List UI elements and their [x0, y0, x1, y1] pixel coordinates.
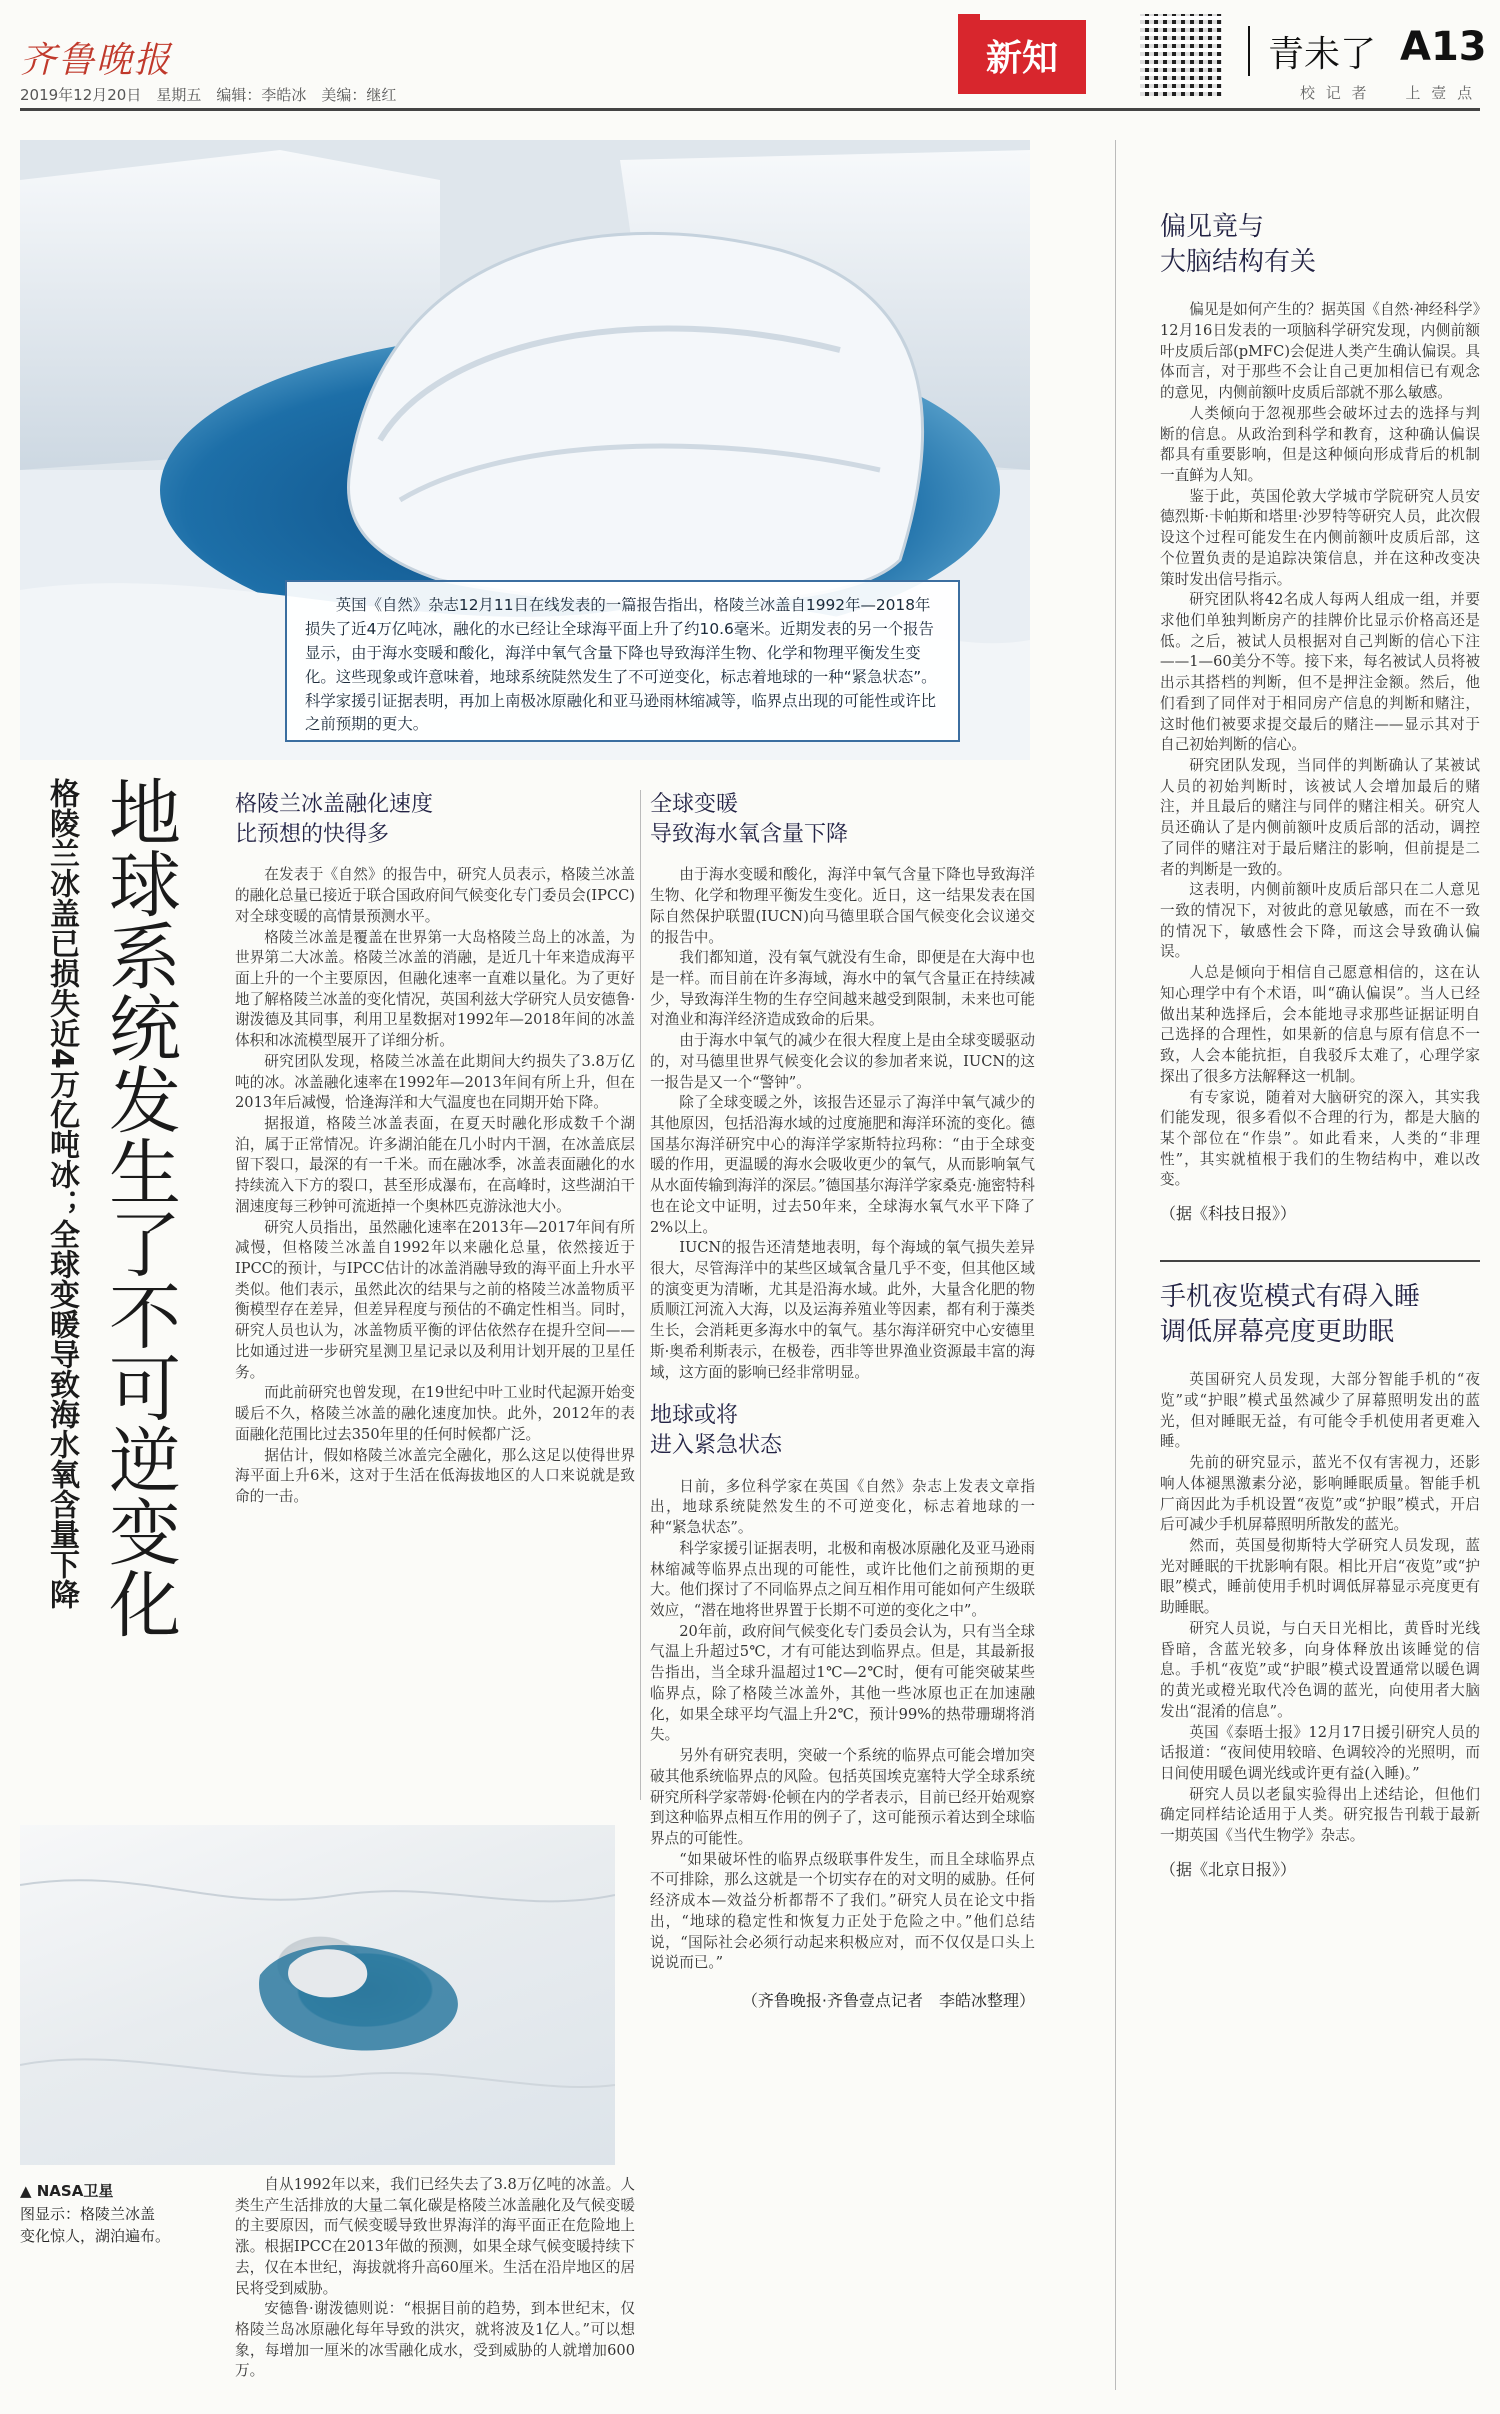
paragraph: 由于海水中氧气的减少在很大程度上是由全球变暖驱动的，对马德里世界气候变化会议的参加者来说，IUCN的这一报告是又一个“警钟”。 — [650, 1032, 1035, 1091]
newspaper-logo: 齐鲁晚报 — [20, 40, 173, 81]
paragraph: 人类倾向于忽视那些会破坏过去的选择与判断的信息。从政治到科学和教育，这种确认偏误都具有重要影响，但是这种倾向形成背后的机制一直鲜为人知。 — [1160, 404, 1480, 484]
qr-code-icon — [1140, 14, 1222, 96]
paragraph: 研究人员以老鼠实验得出上述结论，但他们确定同样结论适用于人类。研究报告刊载于最新一期英国《当代生物学》杂志。 — [1160, 1785, 1480, 1845]
paragraph: 而此前研究也曾发现，在19世纪中叶工业时代起源开始变暖后不久，格陵兰冰盖的融化速度加快。此外，2012年的表面融化范围比过去350年里的任何时候都广泛。 — [235, 1384, 635, 1443]
article-separator — [1160, 1260, 1480, 1262]
paragraph: 偏见是如何产生的？据英国《自然·神经科学》12月16日发表的一项脑科学研究发现，内侧前额叶皮质后部(pMFC)会促进人类产生确认偏误。具体而言，对于那些不会让自己更加相信已有观念的意见，内侧前额叶皮质后部就不那么敏感。 — [1160, 301, 1480, 402]
satellite-caption — [20, 2180, 200, 2248]
paragraph: 有专家说，随着对大脑研究的深入，其实我们能发现，很多看似不合理的行为，都是大脑的某个部位在“作祟”。如此看来，人类的“非理性”，其实就植根于我们的生物结构中，难以改变。 — [1160, 1088, 1480, 1189]
paragraph: 由于海水变暖和酸化，海洋中氧气含量下降也导致海洋生物、化学和物理平衡发生变化。近日，这一结果发表在国际自然保护联盟(IUCN)向马德里联合国气候变化会议递交的报告中。 — [650, 866, 1035, 946]
article-ocean-oxygen — [650, 790, 1035, 2011]
caption-tag: ▲ NASA卫星 — [20, 2182, 114, 2200]
section-heading: 大脑结构有关 — [1160, 247, 1317, 278]
paragraph: IUCN的报告还清楚地表明，每个海域的氧气损失差异很大，尽管海洋中的某些区域氧含量几乎不变，但其他区域的演变更为清晰，尤其是沿海水域。此外，大量含化肥的物质顺江河流入大海，以及运海养殖业等因素，都有利于藻类生长，会消耗更多海水中的氧气。基尔海洋研究中心安德里斯·奥希利斯表示，在极卷，西非等世界渔业资源最丰富的海域，这方面的影响已经非常明显。 — [650, 1239, 1035, 1381]
section-name: 青未了 — [1268, 34, 1377, 75]
satellite-illustration — [20, 1825, 615, 2165]
section-heading: 偏见竟与 — [1160, 212, 1265, 242]
paragraph: 先前的研究显示，蓝光不仅有害视力，还影响人体褪黑激素分泌，影响睡眠质量。智能手机厂商因此为手机设置“夜览”或“护眼”模式，开启后可减少手机屏幕照明所散发的蓝光。 — [1160, 1454, 1480, 1534]
header-rule — [20, 108, 1480, 111]
paragraph: 自从1992年以来，我们已经失去了3.8万亿吨的冰盖。人类生产生活排放的大量二氧化碳是格陵兰冰盖融化及气候变暖的主要原因，而气候变暖导致世界海洋的海平面正在危险地上涨。根据IPCC在2013年做的预测，如果全球气候变暖持续下去，仅在本世纪，海拔就将升高60厘米。生活在沿岸地区的居民将受到威胁。 — [235, 2176, 635, 2297]
section-heading: 手机夜览模式有碍入睡 — [1160, 1282, 1421, 1313]
caption-line: 变化惊人，湖泊遍布。 — [20, 2227, 171, 2245]
paragraph: 格陵兰冰盖是覆盖在世界第一大岛格陵兰岛上的冰盖，为世界第二大冰盖。格陵兰冰盖的消融，是近几十年来造成海平面上升的一个主要原因，但融化速率一直难以量化。为了更好地了解格陵兰冰盖的变化情况，英国利兹大学研究人员安德鲁·谢泼德及其同事，利用卫星数据对1992年—2018年间的冰盖体积和冰流模型展开了详细分析。 — [235, 928, 635, 1050]
paragraph: 我们都知道，没有氧气就没有生命，即便是在大海中也是一样。而目前在许多海域，海水中的氧气含量正在持续减少，导致海洋生物的生存空间越来越受到限制，未来也可能对渔业和海洋经济造成致命的后果。 — [650, 949, 1035, 1029]
paragraph: 英国研究人员发现，大部分智能手机的“夜览”或“护眼”模式虽然减少了屏幕照明发出的蓝光，但对睡眠无益，有可能令手机使用者更难入睡。 — [1160, 1371, 1480, 1451]
column-rule — [640, 790, 641, 1800]
section-heading: 全球变暖 — [650, 792, 739, 817]
paragraph: 英国《泰晤士报》12月17日援引研究人员的话报道：“夜间使用较暗、色调较冷的光照明，而日间使用暖色调光线或许更有益(入睡)。” — [1160, 1723, 1480, 1782]
header-divider — [1248, 26, 1250, 76]
section-heading: 地球或将 — [650, 1403, 739, 1429]
paragraph: 研究团队发现，格陵兰冰盖在此期间大约损失了3.8万亿吨的冰。冰盖融化速率在1992年—2013年间有所上升，但在2013年后减慢，恰逢海洋和大气温度也在同期开始下降。 — [235, 1052, 635, 1112]
dateline: 2019年12月20日 星期五 编辑：李皓冰 美编：继红 — [20, 86, 397, 104]
paragraph: 安德鲁·谢泼德则说：“根据目前的趋势，到本世纪末，仅格陵兰岛冰原融化每年导致的洪灾，就将波及1亿人。”可以想象，每增加一厘米的冰雪融化成水，受到威胁的人就增加600万。 — [235, 2300, 635, 2380]
section-heading: 比预想的快得多 — [235, 821, 390, 847]
paragraph: 日前，多位科学家在英国《自然》杂志上发表文章指出，地球系统陡然发生的不可逆变化，标志着地球的一种“紧急状态”。 — [650, 1477, 1035, 1537]
section-heading: 调低屏幕亮度更助眠 — [1160, 1317, 1395, 1348]
sub-headline: 格陵兰冰盖已损失近4万亿吨冰；全球变暖导致海水氧含量下降 — [44, 778, 79, 1609]
section-heading: 进入紧急状态 — [650, 1433, 783, 1459]
paragraph: 除了全球变暖之外，该报告还显示了海洋中氧气减少的其他原因，包括沿海水域的过度施肥和海洋环流的变化。德国基尔海洋研究中心的海洋学家斯特拉玛称：“由于全球变暖的作用，更温暖的海水会吸收更少的氧气，从而影响氧气从水面传输到海洋的深层。”德国基尔海洋学家桑克·施密特科也在论文中证明，过去50年来，全球海水氧气水平下降了2%以上。 — [650, 1094, 1035, 1236]
article-credit: （据《北京日报》） — [1160, 1859, 1297, 1879]
paragraph: 鉴于此，英国伦敦大学城市学院研究人员安德烈斯·卡帕斯和塔里·沙罗特等研究人员，此次假设这个过程可能发生在内侧前额叶皮质后部，这个位置负责的是追踪决策信息，并在这种改变决策时发出信号指示。 — [1160, 487, 1480, 588]
main-headline: 地球系统发生了不可逆变化 — [97, 775, 181, 1639]
article-bias-brain — [1160, 210, 1480, 1880]
article-glacier-melt — [235, 790, 635, 1508]
paragraph: 这表明，内侧前额叶皮质后部只在二人意见一致的情况下，对彼此的意见敏感，而在不一致的情况下，敏感性会下降，而这会导致确认偏误。 — [1160, 881, 1480, 961]
column-rule — [1115, 140, 1116, 2390]
paragraph: 据报道，格陵兰冰盖表面，在夏天时融化形成数千个湖泊，属于正常情况。许多湖泊能在几小时内干涸，在冰盖底层留下裂口，最深的有一千米。而在融冰季，冰盖表面融化的水持续流入下方的裂口，甚至形成瀑布，在高峰时，这些湖泊干涸速度每三秒钟可流逝掉一个奥林匹克游泳池大小。 — [235, 1115, 635, 1215]
caption-line: 图显示：格陵兰冰盖 — [20, 2204, 156, 2223]
paragraph: 科学家援引证据表明，北极和南极冰原融化及亚马逊雨林缩减等临界点出现的可能性，或许比他们之前预期的更大。他们探讨了不同临界点之间互相作用可能如何产生级联效应，“潜在地将世界置于长期不可逆的变化之中”。 — [650, 1539, 1035, 1620]
section-heading: 导致海水氧含量下降 — [650, 821, 849, 847]
paragraph: 20年前，政府间气候变化专门委员会认为，只有当全球气温上升超过5℃，才有可能达到临界点。但是，其最新报告指出，当全球升温超过1℃—2℃时，便有可能突破某些临界点，除了格陵兰冰盖外，其他一些冰原也正在加速融化，如果全球平均气温上升2℃，预计99%的热带珊瑚将消失。 — [650, 1622, 1035, 1744]
satellite-image — [20, 1825, 615, 2165]
paragraph: 据估计，假如格陵兰冰盖完全融化，那么这足以使得世界海平面上升6米，这对于生活在低海拔地区的人口来说就是致命的一击。 — [235, 1446, 635, 1505]
article-credit: （齐鲁晚报·齐鲁壹点记者 李皓冰整理） — [741, 1990, 1035, 2010]
paragraph: 研究人员指出，虽然融化速率在2013年—2017年间有所减慢，但格陵兰冰盖自1992年以来融化总量，依然接近于IPCC的预计，与IPCC估计的冰盖消融导致的海平面上升水平类似。他们表示，虽然此次的结果与之前的格陵兰冰盖物质平衡模型存在差异，但差异程度与预估的不确定性相当。同时，研究人员也认为，冰盖物质平衡的评估依然存在提升空间——比如通过进一步研究星测卫星记录以及利用计划开展的卫星任务。 — [235, 1218, 635, 1381]
paragraph: 研究人员说，与白天日光相比，黄昏时光线昏暗，含蓝光较多，向身体释放出该睡觉的信息。手机“夜览”或“护眼”模式设置通常以暖色调的黄光或橙光取代冷色调的蓝光，向使用者大脑发出“混淆的信息”。 — [1160, 1619, 1480, 1720]
paragraph: 研究团队发现，当同伴的判断确认了某被试人员的初始判断时，该被试人会增加最后的赌注，并且最后的赌注与同伴的赌注相关。研究人员还确认了是内侧前额叶皮质后部的活动，调控了同伴的赌注对于最后赌注的影响，但前提是二者的判断是一致的。 — [1160, 757, 1480, 878]
paragraph: 然而，英国曼彻斯特大学研究人员发现，蓝光对睡眠的干扰影响有限。相比开启“夜览”或“护眼”模式，睡前使用手机时调低屏幕显示亮度更有助睡眠。 — [1160, 1537, 1480, 1617]
article-glacier-melt-continued — [235, 2175, 635, 2382]
page-number: A13 — [1400, 24, 1487, 70]
article-credit: （据《科技日报》） — [1160, 1204, 1297, 1224]
paragraph: 人总是倾向于相信自己愿意相信的，这在认知心理学中有个术语，叫“确认偏误”。当人已经做出某种选择后，会本能地寻求那些证据证明自己选择的合理性，如果新的信息与原有信息不一致，人会本能抗拒，自我驳斥太难了，心理学家探出了很多方法解释这一机制。 — [1160, 964, 1480, 1085]
section-heading: 格陵兰冰盖融化速度 — [235, 792, 434, 817]
header-credit: 校 记 者 上 壹 点 — [1300, 84, 1476, 102]
section-badge: 新知 — [958, 20, 1086, 94]
paragraph: 在发表于《自然》的报告中，研究人员表示，格陵兰冰盖的融化总量已接近于联合国政府间气候变化专门委员会(IPCC)对全球变暖的高情景预测水平。 — [235, 866, 635, 925]
hero-caption: 英国《自然》杂志12月11日在线发表的一篇报告指出，格陵兰冰盖自1992年—2018年损失了近4万亿吨冰，融化的水已经让全球海平面上升了约10.6毫米。近期发表的另一个报告显示，由于海水变暖和酸化，海洋中氧气含量下降也导致海洋生物、化学和物理平衡发生变化。这些现象或许意味着，地球系统陡然发生了不可逆变化，标志着地球的一种“紧急状态”。科学家援引证据表明，再加上南极冰原融化和亚马逊雨林缩减等，临界点出现的可能性或许比之前预期的更大。 — [285, 580, 960, 742]
paragraph: “如果破坏性的临界点级联事件发生，而且全球临界点不可排除，那么这就是一个切实存在的对文明的威胁。任何经济成本—效益分析都帮不了我们。”研究人员在论文中指出，“地球的稳定性和恢复力正处于危险之中。”他们总结说，“国际社会必须行动起来积极应对，而不仅仅是口头上说说而已。” — [650, 1850, 1035, 1972]
paragraph: 研究团队将42名成人每两人组成一组，并要求他们单独判断房产的挂牌价比显示价格高还是低。之后，被试人员根据对自己判断的信心下注——1—60美分不等。接下来，每名被试人员将被出示其搭档的判断，但不是押注金额。然后，他们看到了同伴对于相同房产信息的判断和赌注，这时他们被要求提交最后的赌注——显示其对于自己初始判断的信心。 — [1160, 591, 1480, 754]
paragraph: 另外有研究表明，突破一个系统的临界点可能会增加突破其他系统临界点的风险。包括英国埃克塞特大学全球系统研究所科学家蒂姆·伦顿在内的学者表示，目前已经开始观察到这种临界点相互作用的例子了，这可能预示着达到全球临界点的可能性。 — [650, 1747, 1035, 1847]
